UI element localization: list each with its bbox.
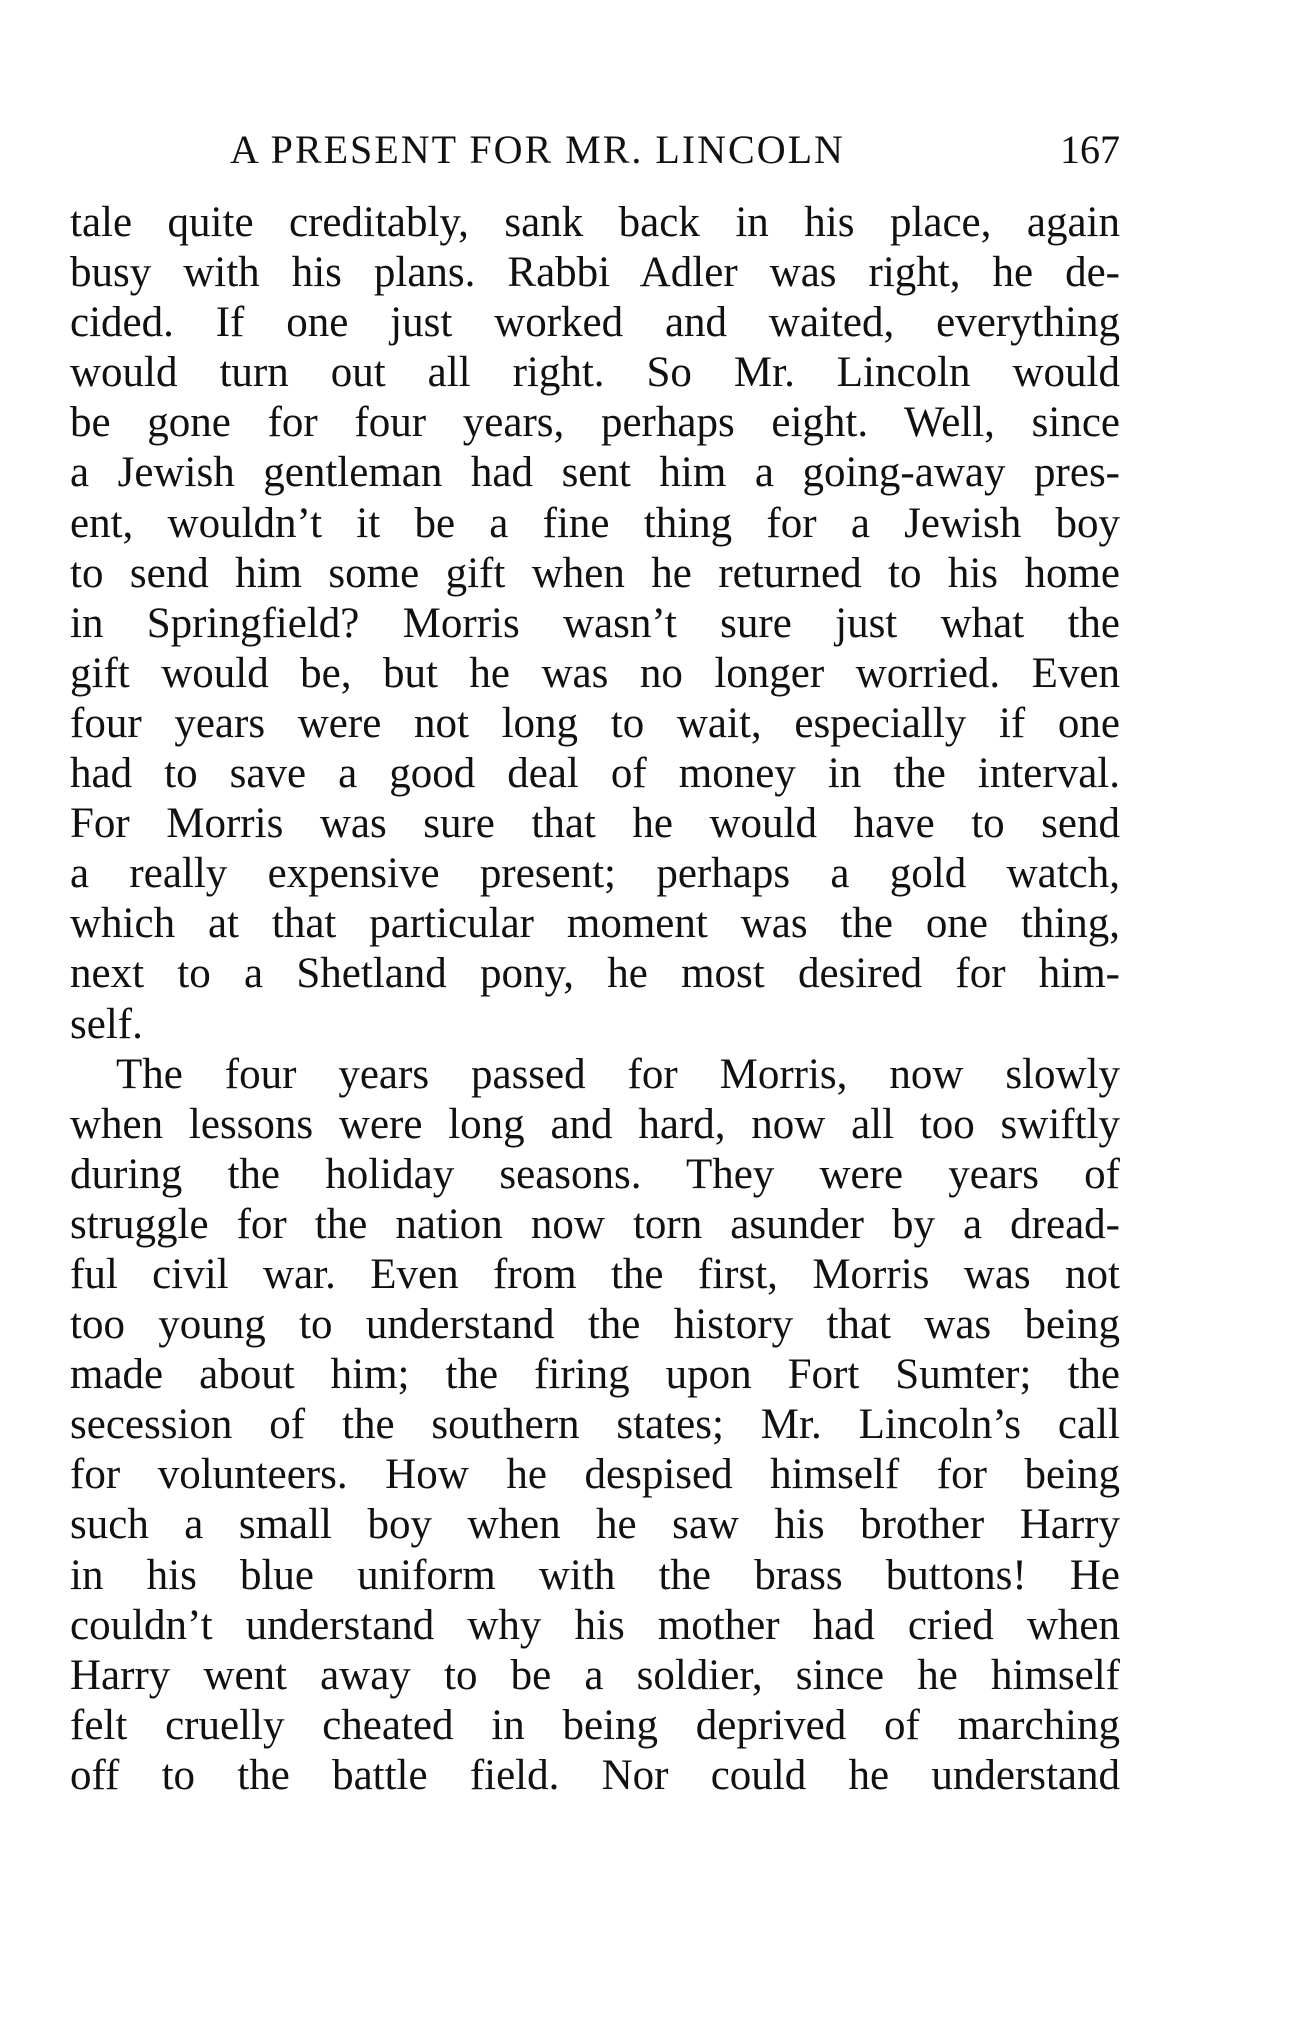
running-header xyxy=(70,120,1120,180)
text-line: couldn’t understand why his mother had cried when xyxy=(70,1601,1120,1649)
text-line: busy with his plans. Rabbi Adler was right, he de- xyxy=(70,249,1120,297)
text-line: felt cruelly cheated in being deprived of marching xyxy=(70,1701,1120,1749)
running-title: A PRESENT FOR MR. LINCOLN xyxy=(230,127,845,172)
text-line: cided. If one just worked and waited, everything xyxy=(70,299,1120,347)
text-line: ent, wouldn’t it be a fine thing for a Jewish boy xyxy=(70,499,1120,547)
text-line: such a small boy when he saw his brother Harry xyxy=(70,1501,1120,1549)
text-line: in Springfield? Morris wasn’t sure just what the xyxy=(70,599,1120,647)
text-line: during the holiday seasons. They were years of xyxy=(70,1150,1120,1198)
text-line: For Morris was sure that he would have to send xyxy=(70,800,1120,848)
text-line: which at that particular moment was the one thing, xyxy=(70,900,1120,948)
text-line: too young to understand the history that was being xyxy=(70,1301,1120,1349)
paragraph-end-line: self. xyxy=(70,1000,143,1048)
text-line: in his blue uniform with the brass buttons! He xyxy=(70,1551,1120,1599)
text-line: for volunteers. How he despised himself for being xyxy=(70,1451,1120,1499)
text-line: Harry went away to be a soldier, since he himself xyxy=(70,1651,1120,1699)
text-line: secession of the southern states; Mr. Lincoln’s call xyxy=(70,1401,1120,1449)
text-line: a really expensive present; perhaps a gold watch, xyxy=(70,850,1120,898)
text-line: off to the battle field. Nor could he understand xyxy=(70,1751,1120,1799)
text-line: ful civil war. Even from the first, Morris was not xyxy=(70,1250,1120,1298)
body-text xyxy=(70,198,1120,1801)
text-line: gift would be, but he was no longer worried. Even xyxy=(70,649,1120,697)
page-number: 167 xyxy=(1060,127,1120,172)
text-line: had to save a good deal of money in the interval. xyxy=(70,750,1120,798)
paragraph-first-line: The four years passed for Morris, now slowly xyxy=(116,1050,1120,1098)
text-line: a Jewish gentleman had sent him a going-away pres- xyxy=(70,449,1120,497)
text-line: tale quite creditably, sank back in his place, again xyxy=(70,199,1120,246)
text-line: next to a Shetland pony, he most desired for him- xyxy=(70,950,1120,998)
text-line: to send him some gift when he returned to his home xyxy=(70,549,1120,597)
text-line: struggle for the nation now torn asunder by a dread- xyxy=(70,1200,1120,1248)
text-line: made about him; the firing upon Fort Sumter; the xyxy=(70,1351,1120,1399)
text-line: would turn out all right. So Mr. Lincoln would xyxy=(70,349,1120,397)
text-line: four years were not long to wait, especially if one xyxy=(70,699,1120,747)
text-line: be gone for four years, perhaps eight. Well, since xyxy=(70,399,1120,447)
text-line: when lessons were long and hard, now all too swiftly xyxy=(70,1100,1120,1148)
